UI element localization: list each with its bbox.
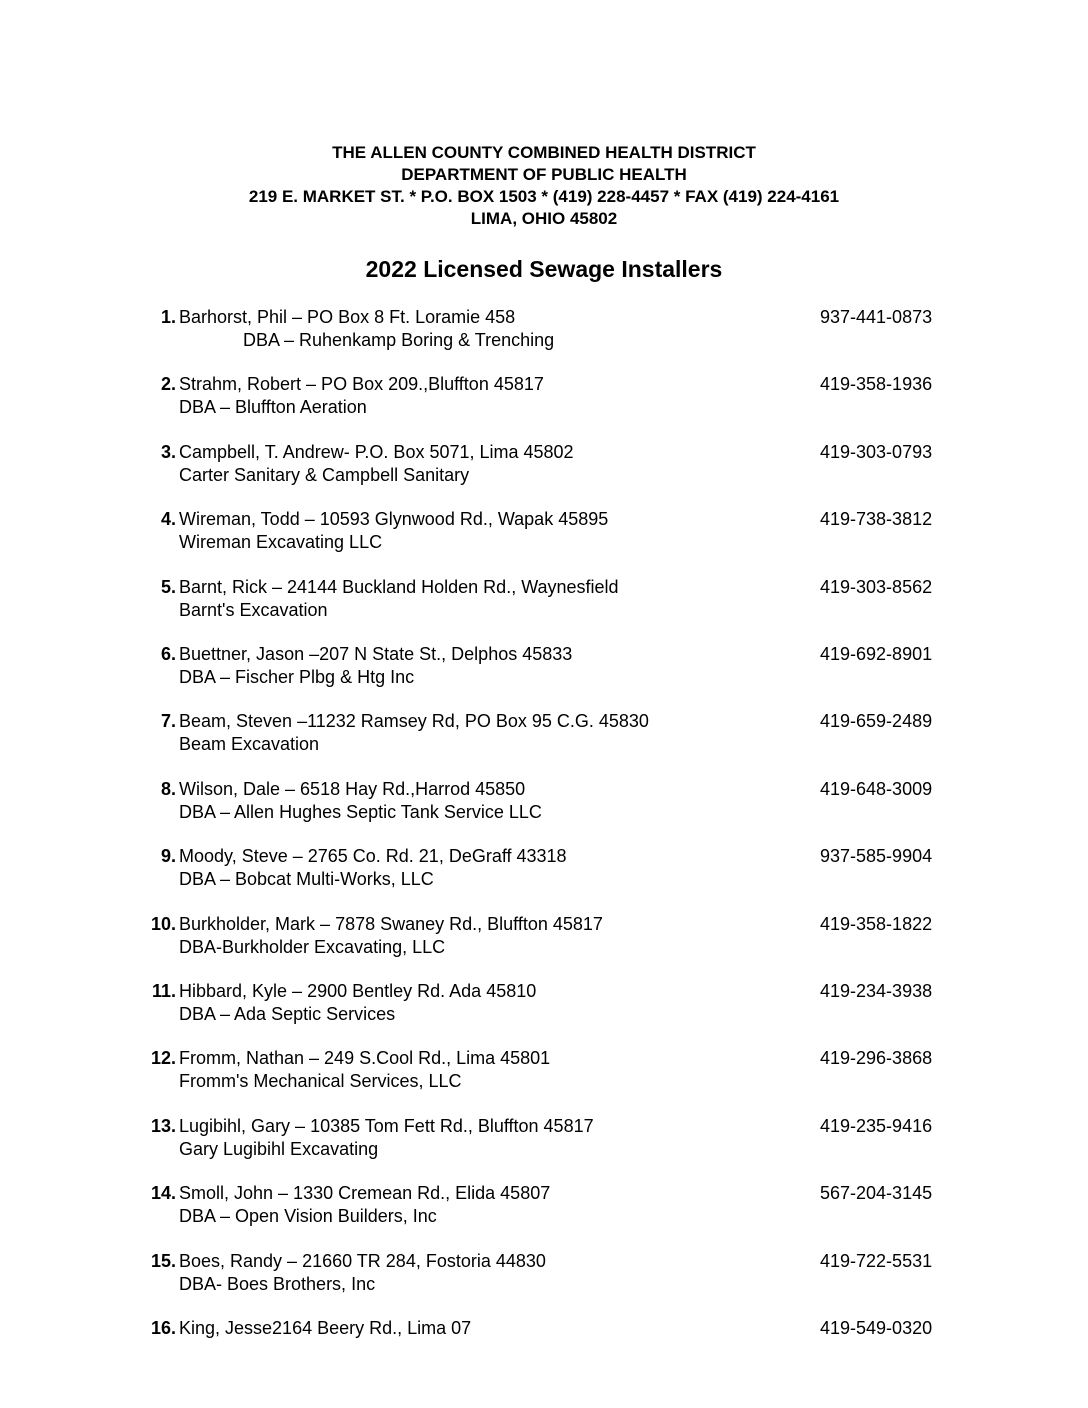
header-organization: THE ALLEN COUNTY COMBINED HEALTH DISTRICT [332, 143, 756, 162]
list-item [0, 373, 1088, 423]
entry-business: Carter Sanitary & Campbell Sanitary [179, 465, 470, 485]
entry-business: DBA – Ruhenkamp Boring & Trenching [243, 330, 555, 350]
entry-phone: 419-296-3868 [820, 1048, 933, 1068]
entry-number: 6. [160, 644, 176, 664]
entry-name-address: Beam, Steven –11232 Ramsey Rd, PO Box 95 C.G. 45830 [179, 711, 649, 731]
list-item [0, 1317, 1088, 1367]
entry-phone: 419-549-0320 [820, 1318, 933, 1338]
list-item [0, 508, 1088, 558]
list-item [0, 980, 1088, 1030]
entry-phone: 419-738-3812 [820, 509, 933, 529]
entry-name-address: Campbell, T. Andrew- P.O. Box 5071, Lima 45802 [179, 442, 574, 462]
entry-number: 1. [160, 307, 176, 327]
entry-name-address: Strahm, Robert – PO Box 209.,Bluffton 45817 [179, 374, 544, 394]
entry-business: DBA-Burkholder Excavating, LLC [179, 937, 446, 957]
list-item [0, 643, 1088, 693]
entry-business: Fromm's Mechanical Services, LLC [179, 1071, 462, 1091]
list-item [0, 1250, 1088, 1300]
entry-number: 2. [160, 374, 176, 394]
entry-number: 8. [160, 779, 176, 799]
list-item [0, 1115, 1088, 1165]
list-item [0, 1047, 1088, 1097]
entry-phone: 419-692-8901 [820, 644, 933, 664]
entry-business: Wireman Excavating LLC [179, 532, 383, 552]
entry-number: 11. [151, 981, 176, 1001]
entry-business: DBA- Boes Brothers, Inc [179, 1274, 376, 1294]
entry-number: 7. [160, 711, 176, 731]
header-department: DEPARTMENT OF PUBLIC HEALTH [401, 165, 687, 184]
list-item [0, 306, 1088, 356]
entry-number: 15. [150, 1251, 176, 1271]
entry-business: Barnt's Excavation [179, 600, 328, 620]
entry-name-address: Barhorst, Phil – PO Box 8 Ft. Loramie 458 [179, 307, 516, 327]
entry-number: 16. [150, 1318, 176, 1338]
entry-phone: 419-234-3938 [820, 981, 933, 1001]
entry-phone: 937-585-9904 [820, 846, 933, 866]
entry-business: DBA – Open Vision Builders, Inc [179, 1206, 437, 1226]
entry-number: 10. [150, 914, 176, 934]
entry-phone: 567-204-3145 [820, 1183, 933, 1203]
page-title: 2022 Licensed Sewage Installers [365, 256, 723, 282]
entry-phone: 419-303-0793 [820, 442, 933, 462]
entry-name-address: Smoll, John – 1330 Cremean Rd., Elida 45807 [179, 1183, 551, 1203]
list-item [0, 845, 1088, 895]
entry-business: DBA – Bluffton Aeration [179, 397, 367, 417]
entry-business: DBA – Fischer Plbg & Htg Inc [179, 667, 415, 687]
entry-name-address: Moody, Steve – 2765 Co. Rd. 21, DeGraff 43318 [179, 846, 567, 866]
entry-name-address: Lugibihl, Gary – 10385 Tom Fett Rd., Bluffton 45817 [179, 1116, 594, 1136]
entry-name-address: Burkholder, Mark – 7878 Swaney Rd., Bluffton 45817 [179, 914, 603, 934]
entry-number: 3. [160, 442, 176, 462]
list-item [0, 778, 1088, 828]
document-header [0, 142, 1088, 230]
entry-phone: 419-235-9416 [820, 1116, 933, 1136]
entry-name-address: Buettner, Jason –207 N State St., Delphos 45833 [179, 644, 573, 664]
entry-phone: 419-358-1936 [820, 374, 933, 394]
entry-name-address: King, Jesse2164 Beery Rd., Lima 07 [179, 1318, 472, 1338]
entry-business: Gary Lugibihl Excavating [179, 1139, 379, 1159]
entry-number: 4. [160, 509, 176, 529]
entry-number: 9. [160, 846, 176, 866]
entry-number: 13. [150, 1116, 176, 1136]
entry-name-address: Barnt, Rick – 24144 Buckland Holden Rd., Waynesfield [179, 577, 619, 597]
entry-number: 12. [150, 1048, 176, 1068]
entry-phone: 419-722-5531 [820, 1251, 933, 1271]
entry-phone: 419-358-1822 [820, 914, 933, 934]
header-city: LIMA, OHIO 45802 [470, 209, 618, 228]
list-item [0, 1182, 1088, 1232]
header-contact: 219 E. MARKET ST. * P.O. BOX 1503 * (419) 228-4457 * FAX (419) 224-4161 [248, 187, 840, 206]
list-item [0, 710, 1088, 760]
entry-business: Beam Excavation [179, 734, 320, 754]
list-item [0, 576, 1088, 626]
list-item [0, 441, 1088, 491]
entry-phone: 419-659-2489 [820, 711, 933, 731]
entry-name-address: Hibbard, Kyle – 2900 Bentley Rd. Ada 45810 [179, 981, 537, 1001]
entry-business: DBA – Bobcat Multi-Works, LLC [179, 869, 434, 889]
entry-name-address: Boes, Randy – 21660 TR 284, Fostoria 44830 [179, 1251, 546, 1271]
entry-phone: 419-303-8562 [820, 577, 933, 597]
entry-number: 14. [150, 1183, 176, 1203]
list-item [0, 913, 1088, 963]
entry-name-address: Wilson, Dale – 6518 Hay Rd.,Harrod 45850 [179, 779, 526, 799]
entry-phone: 419-648-3009 [820, 779, 933, 799]
entry-business: DBA – Allen Hughes Septic Tank Service LLC [179, 802, 542, 822]
entry-phone: 937-441-0873 [820, 307, 933, 327]
entry-name-address: Fromm, Nathan – 249 S.Cool Rd., Lima 45801 [179, 1048, 551, 1068]
entry-name-address: Wireman, Todd – 10593 Glynwood Rd., Wapak 45895 [179, 509, 609, 529]
entry-business: DBA – Ada Septic Services [179, 1004, 396, 1024]
entry-number: 5. [160, 577, 176, 597]
